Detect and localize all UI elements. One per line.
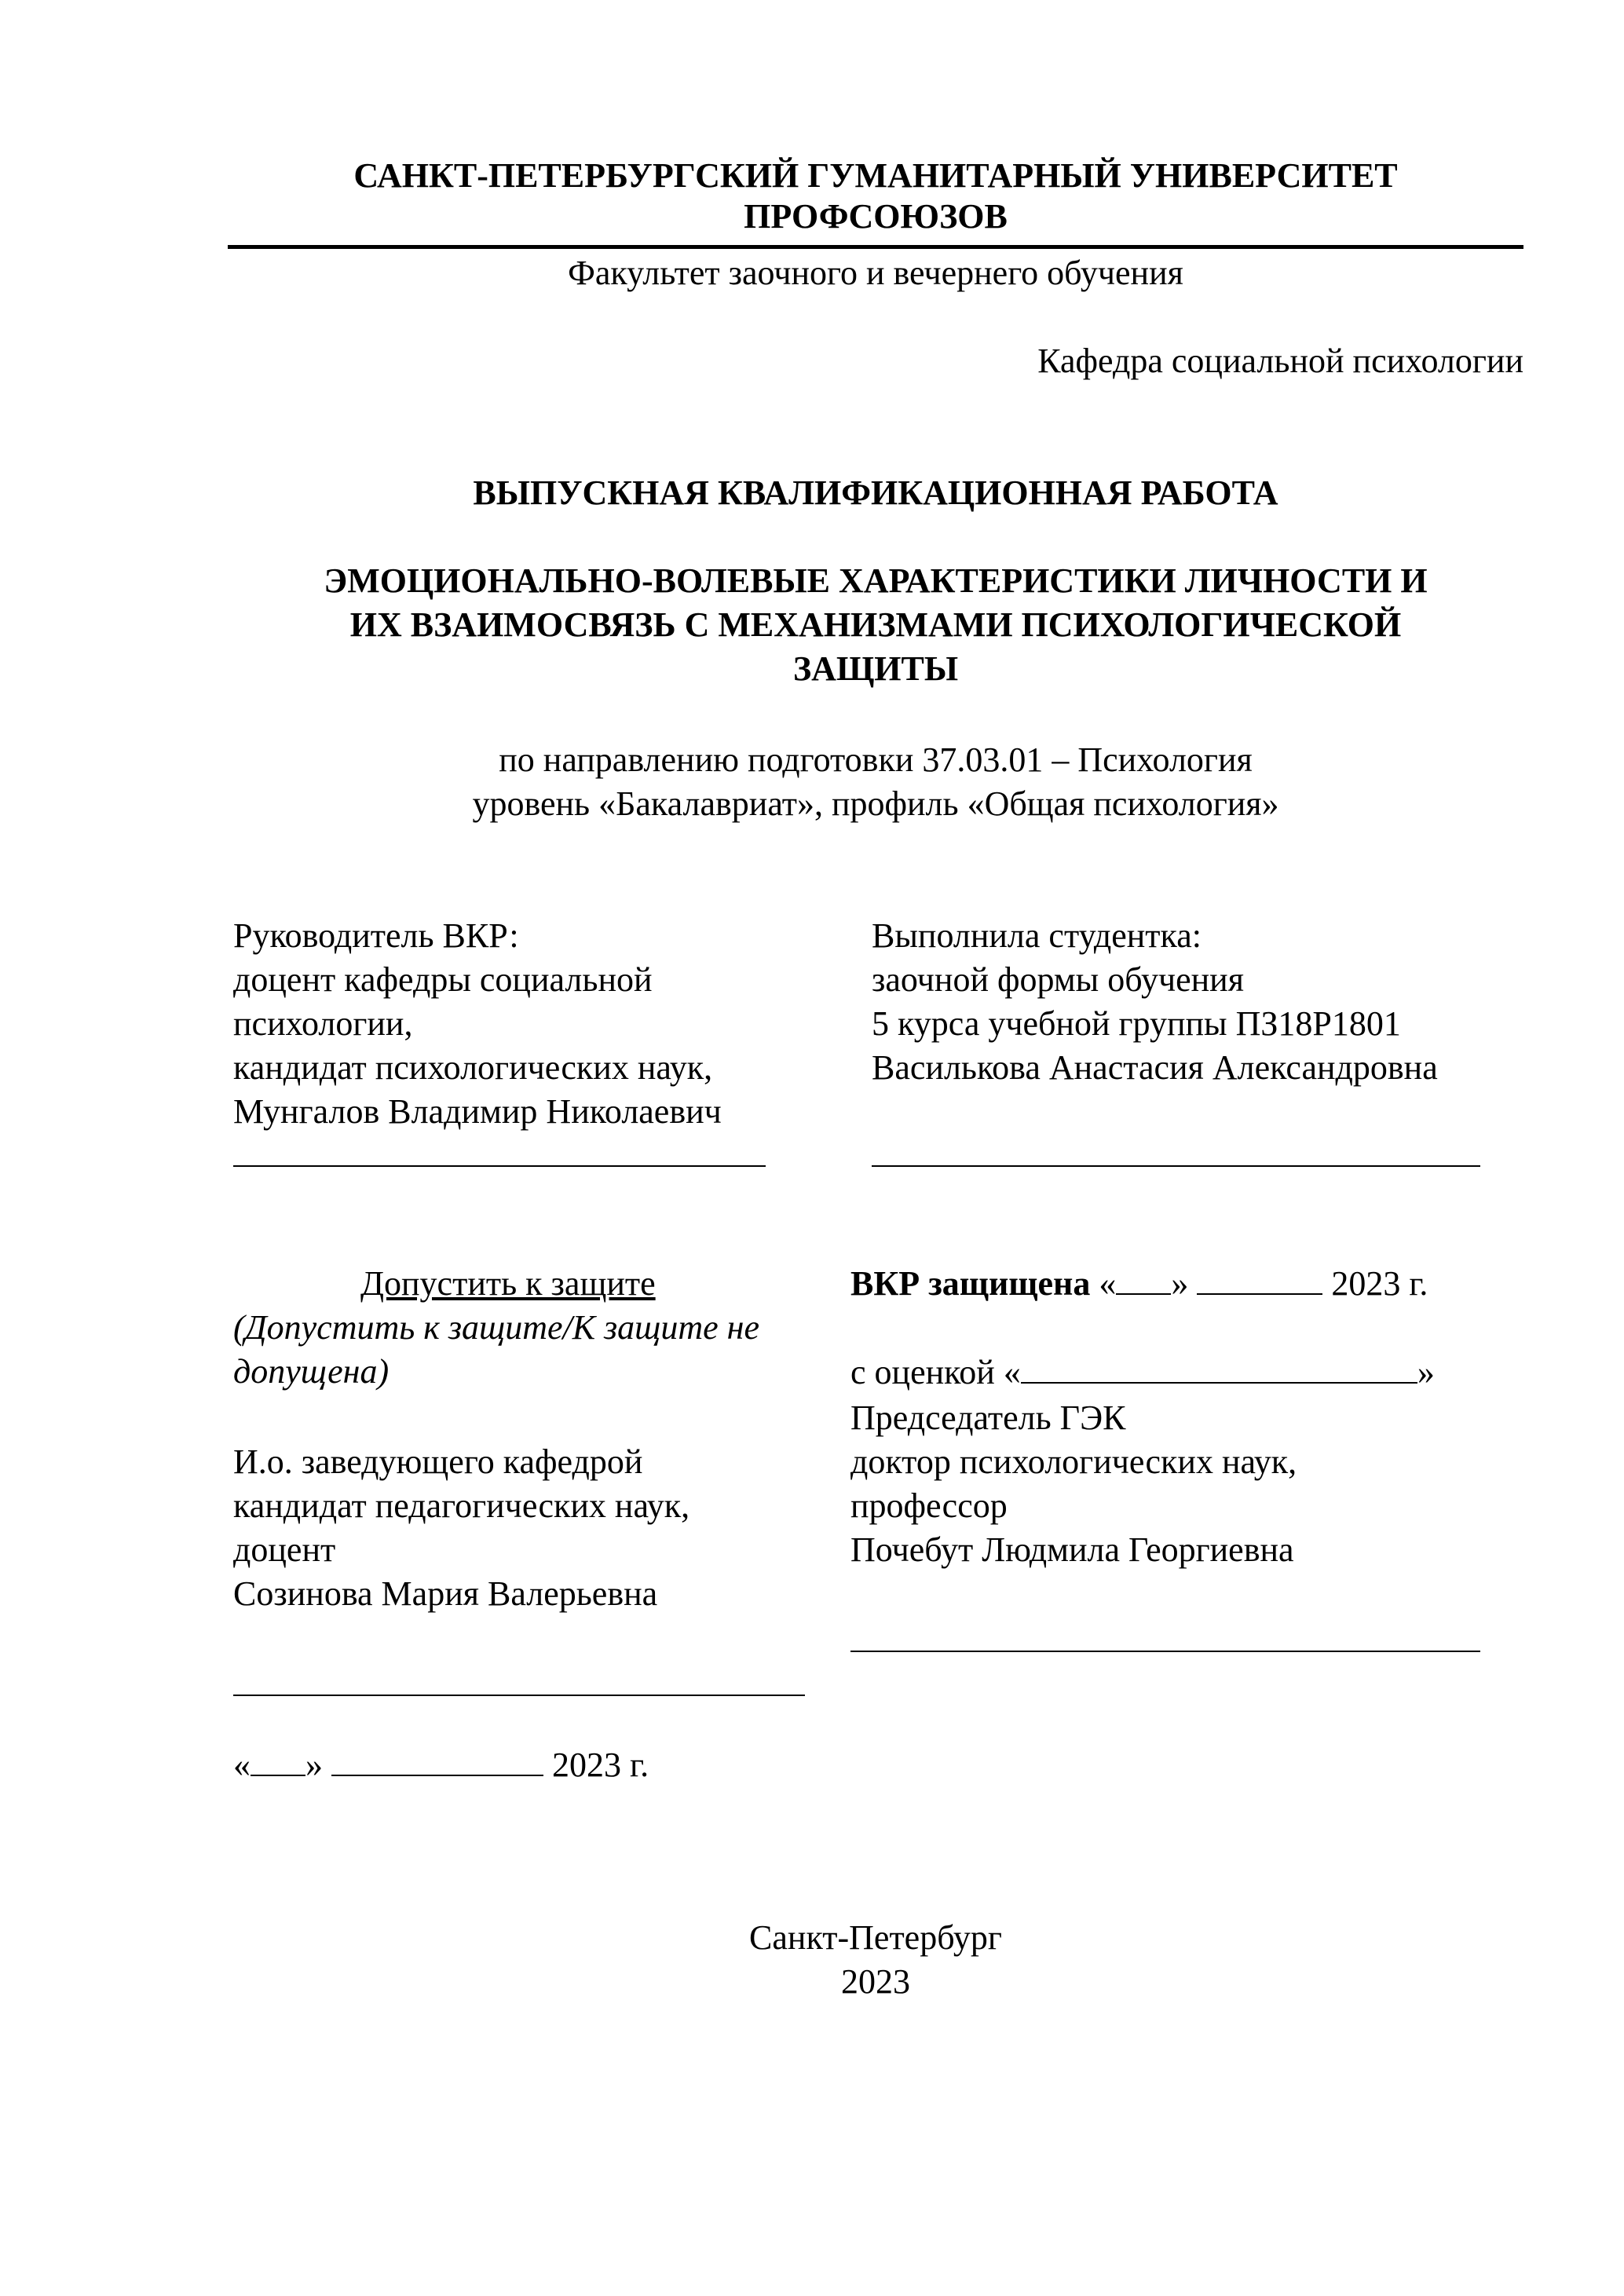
gek-chair-line: доктор психологических наук, xyxy=(850,1442,1297,1481)
department-head-line: доцент xyxy=(233,1530,336,1569)
gek-chair-line: Председатель ГЭК xyxy=(850,1398,1126,1437)
defense-date xyxy=(850,1262,1428,1306)
gek-chair-signature-line[interactable] xyxy=(850,1651,1480,1652)
gek-chair-block xyxy=(850,1396,1297,1572)
student-line: заочной формы обучения xyxy=(872,960,1244,999)
faculty-name: Факультет заочного и вечернего обучения xyxy=(568,254,1183,292)
university-name-line1: САНКТ-ПЕТЕРБУРГСКИЙ ГУМАНИТАРНЫЙ УНИВЕРСИТЕТ xyxy=(353,156,1398,195)
gek-chair-name: Почебут Людмила Георгиевна xyxy=(850,1530,1294,1569)
grade-suffix: » xyxy=(1417,1353,1435,1391)
supervisor-line: Руководитель ВКР: xyxy=(233,916,519,955)
department-head-line: И.о. заведующего кафедрой xyxy=(233,1442,643,1481)
supervisor-line: психологии, xyxy=(233,1004,413,1043)
university-name-line2: ПРОФСОЮЗОВ xyxy=(744,197,1008,236)
work-type: ВЫПУСКНАЯ КВАЛИФИКАЦИОННАЯ РАБОТА xyxy=(473,473,1278,512)
study-direction xyxy=(228,738,1523,826)
department-head-signature-line[interactable] xyxy=(233,1695,805,1696)
thesis-topic xyxy=(228,559,1523,691)
defense-date-close-quote: » xyxy=(1171,1264,1189,1303)
admission-year: 2023 г. xyxy=(552,1746,649,1784)
student-name: Василькова Анастасия Александровна xyxy=(872,1048,1438,1087)
defense-date-open-quote: « xyxy=(1099,1264,1117,1303)
gek-chair-line: профессор xyxy=(850,1486,1008,1525)
student-line: 5 курса учебной группы ПЗ18Р1801 xyxy=(872,1004,1401,1043)
defense-label: ВКР защищена xyxy=(850,1264,1091,1303)
admission-note-line: допущена) xyxy=(233,1352,390,1391)
student-signature-line[interactable] xyxy=(872,1165,1480,1167)
admission-note-line: (Допустить к защите/К защите не xyxy=(233,1308,760,1347)
department-head-line: кандидат педагогических наук, xyxy=(233,1486,690,1525)
footer-year: 2023 xyxy=(841,1962,910,2001)
student-line: Выполнила студентка: xyxy=(872,916,1202,955)
thesis-topic-line: ЗАЩИТЫ xyxy=(792,649,959,688)
admission-month-field[interactable] xyxy=(331,1743,543,1776)
admission-date-open-quote: « xyxy=(233,1746,251,1784)
grade-field[interactable] xyxy=(1021,1351,1417,1384)
footer-city: Санкт-Петербург xyxy=(749,1918,1002,1957)
department-head-name: Созинова Мария Валерьевна xyxy=(233,1574,658,1613)
admission-date xyxy=(233,1743,649,1787)
department-name: Кафедра социальной психологии xyxy=(1037,342,1523,380)
direction-line: по направлению подготовки 37.03.01 – Психология xyxy=(499,740,1253,779)
student-block xyxy=(872,914,1438,1090)
admission-date-close-quote: » xyxy=(305,1746,323,1784)
supervisor-block xyxy=(233,914,722,1134)
defense-year: 2023 г. xyxy=(1331,1264,1428,1303)
defense-month-field[interactable] xyxy=(1197,1262,1322,1295)
department-head-block xyxy=(233,1440,689,1616)
supervisor-name: Мунгалов Владимир Николаевич xyxy=(233,1092,722,1131)
defense-day-field[interactable] xyxy=(1116,1262,1171,1295)
supervisor-line: доцент кафедры социальной xyxy=(233,960,653,999)
admission-label: Допустить к защите xyxy=(360,1264,656,1303)
level-line: уровень «Бакалавриат», профиль «Общая психология» xyxy=(472,784,1279,823)
supervisor-line: кандидат психологических наук, xyxy=(233,1048,713,1087)
footer xyxy=(228,1916,1523,2004)
admission-block xyxy=(233,1262,830,1394)
admission-day-field[interactable] xyxy=(251,1743,305,1776)
thesis-topic-line: ИХ ВЗАИМОСВЯЗЬ С МЕХАНИЗМАМИ ПСИХОЛОГИЧЕСКОЙ xyxy=(349,605,1402,644)
grade-prefix: с оценкой « xyxy=(850,1353,1021,1391)
university-name xyxy=(228,154,1523,239)
supervisor-signature-line[interactable] xyxy=(233,1165,766,1167)
defense-grade xyxy=(850,1351,1435,1395)
thesis-topic-line: ЭМОЦИОНАЛЬНО-ВОЛЕВЫЕ ХАРАКТЕРИСТИКИ ЛИЧНОСТИ И xyxy=(324,561,1428,600)
header-divider xyxy=(228,245,1523,249)
